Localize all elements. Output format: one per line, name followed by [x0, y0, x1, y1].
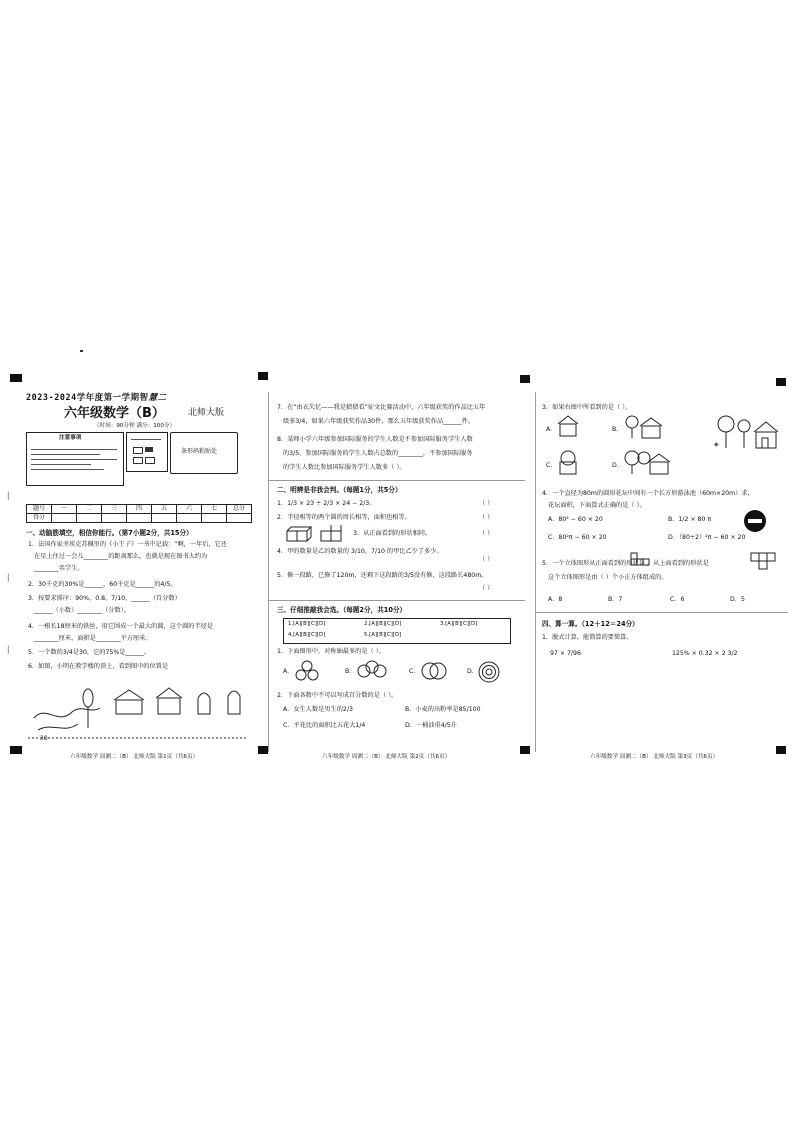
house-view-b-icon — [622, 414, 666, 440]
front-view-blocks-icon — [630, 552, 650, 566]
judge-3-paren[interactable]: （ ） — [479, 530, 494, 537]
choice-1: 1．下面图形中，对称轴最多的是（ ）。 — [277, 648, 385, 655]
score-row-label: 得分 — [27, 514, 52, 523]
choice-2-opt-c[interactable]: C．平花比的面积比五花大1/4 — [283, 722, 366, 729]
scan-speck — [80, 350, 83, 352]
registration-mark-top-mid2 — [520, 375, 530, 383]
choice-3-opt-c[interactable]: C. — [546, 462, 553, 469]
q3-line-b: ______（小数）________（分数）。 — [34, 607, 130, 614]
calc-intro: 1．脱式计算，能简算的要简算。 — [542, 634, 633, 641]
answer-cell-5[interactable]: 5.[A][B][C][D] — [364, 632, 402, 638]
barcode-label: 条形码粘贴处 — [181, 448, 218, 455]
choice-3-opt-d[interactable]: D. — [612, 462, 619, 469]
answer-sheet-box — [283, 618, 511, 644]
choice-4-opt-c[interactable]: C．80²π − 60 × 20 — [548, 534, 607, 541]
judge-4: 4．甲的数量是乙的数量的 3/10，7/10 的甲比乙少了多少。 — [277, 548, 443, 555]
olympic-circles-icon — [355, 660, 389, 682]
q1-line-a: 1．法国作家圣埃克苏佩里的《小王子》一书中记载：“啊，一年后，它还 — [28, 541, 227, 548]
answer-cell-3[interactable]: 3.[A][B][C][D] — [440, 621, 478, 627]
judge-1: 1．1/3 × 23 ÷ 2/3 × 24 − 2/3。 — [277, 500, 376, 507]
score-col-4: 四 — [127, 505, 152, 514]
score-cell[interactable] — [102, 514, 127, 523]
choice-2-opt-d[interactable]: D．一桶油重4/5升 — [405, 722, 457, 729]
judge-5-paren[interactable]: （ ） — [479, 585, 494, 592]
score-cell[interactable] — [227, 514, 252, 523]
house-view-d-icon — [622, 448, 672, 476]
registration-mark-top-mid1 — [258, 372, 268, 380]
q2: 2．30千克的30%是______，60千克是______的4/5。 — [28, 581, 177, 588]
footer-page-2: 六年级数学 周测二（B） 北师大版 第2页（共6页） — [322, 754, 451, 760]
judge-1-paren[interactable]: （ ） — [479, 500, 494, 507]
q8-line-b: 的3/5，参加国际服务的学生人数占总数的________，不参加国际服务 — [283, 450, 473, 457]
score-header-label: 题号 — [27, 505, 52, 514]
section3-title: 三、仔细推敲我会选。（每题2分，共10分） — [277, 606, 407, 614]
choice-1-opt-c[interactable]: C. — [409, 668, 416, 675]
q3-line-a: 3．按要求排序：90%、0.8、7/10、______（百分数） — [28, 595, 181, 602]
score-col-1: 一 — [52, 505, 77, 514]
score-cell[interactable] — [177, 514, 202, 523]
q7-line-a: 7．在“由衣失忆——我是猜猜看”征文比赛活动中，六年级获奖的作品比五年 — [277, 404, 486, 411]
three-circles-icon — [293, 660, 321, 682]
choice-2-opt-b[interactable]: B．小麦的出粉率是85/100 — [405, 706, 481, 713]
q4-line-a: 4．一根长18厘米的铁丝，用它围成一个最大的圆，这个圆的半径是 — [28, 623, 214, 630]
svg-text:30: 30 — [40, 735, 48, 742]
judge-5: 5．修一段路，已修了120m，还剩下这段路的3/5没有修，这段路长480m。 — [277, 572, 488, 579]
calc-2: 125% × 0.32 × 2 3/2 — [672, 650, 738, 657]
choice-5-opt-d[interactable]: D．5 — [730, 596, 745, 603]
score-col-3: 三 — [102, 505, 127, 514]
choice-2-opt-a[interactable]: A．女生人数是男生的2/3 — [283, 706, 353, 713]
campus-map-figure — [28, 674, 248, 744]
choice-1-options — [283, 660, 513, 684]
binding-margin-mark: │ — [6, 492, 11, 500]
cube-figure-1 — [285, 525, 355, 543]
score-cell[interactable] — [52, 514, 77, 523]
q8-line-c: 的学生人数比参加国际服务学生人数多（ ）。 — [283, 464, 406, 471]
edition-label: 北师大版 — [188, 408, 225, 418]
choice-3-opt-b[interactable]: B. — [612, 426, 619, 433]
footer-page-3: 六年级数学 周测二（B） 北师大版 第3页（共6页） — [590, 754, 719, 760]
score-col-2: 二 — [77, 505, 102, 514]
answer-cell-4[interactable]: 4.[A][B][C][D] — [288, 632, 326, 638]
registration-mark-top-right — [776, 378, 786, 386]
svg-text:◈: ◈ — [714, 441, 719, 448]
handwritten-tag: 慧二 — [148, 392, 167, 402]
judge-4-paren[interactable]: （ ） — [479, 556, 494, 563]
q1-line-c: ________名学生。 — [34, 565, 84, 572]
overlap-circles-icon — [419, 660, 449, 682]
answer-cell-1[interactable]: 1.[A][B][C][D] — [288, 621, 326, 627]
q6: 6．如图，小明在教学楼的顶上，看到图中的位置是 — [28, 663, 169, 670]
choice-3: 3．如果右图中所看到的是（ ）。 — [542, 404, 632, 411]
house-view-a-icon — [556, 414, 580, 438]
score-col-5: 五 — [152, 505, 177, 514]
judge-2-paren[interactable]: （ ） — [479, 514, 494, 521]
registration-mark-bottom-mid1 — [258, 746, 268, 754]
q5: 5．一个数的3/4是30，它的75%是______。 — [28, 649, 151, 656]
q1-line-b: 在星上住过一会儿________的距离那么，也就是现在图书大约为 — [34, 553, 208, 560]
top-view-blocks-icon — [750, 552, 776, 572]
score-col-7: 七 — [202, 505, 227, 514]
q4-line-b: ________厘米，面积是________平方厘米。 — [34, 635, 152, 642]
choice-3-opt-a[interactable]: A. — [546, 426, 553, 433]
subject-title: 六年级数学（B） — [64, 406, 165, 421]
exam-year-title: 2023-2024学年度第一学期智慧二 — [26, 392, 167, 402]
notice-box — [26, 432, 124, 486]
choice-5-opt-b[interactable]: B．7 — [608, 596, 623, 603]
house-reference-icon — [714, 412, 784, 452]
score-total-label: 总分 — [227, 505, 252, 514]
page-column-1 — [12, 392, 257, 752]
q7-line-b: 级多3/4，如果六年级获奖作品30件，那么五年级获奖作品______件。 — [283, 418, 475, 425]
footer-page-1: 六年级数学 周测二（B） 北师大版 第1页（共6页） — [70, 754, 199, 760]
judge-2: 2．半径相等的两个圆的周长相等，面积也相等。 — [277, 514, 411, 521]
barcode-area — [170, 432, 238, 474]
choice-5-opt-a[interactable]: A．8 — [548, 596, 563, 603]
section2-title: 二、明辨是非我会判。（每题1分，共5分） — [277, 486, 402, 494]
score-cell[interactable] — [152, 514, 177, 523]
no-entry-icon — [744, 510, 766, 532]
choice-4-opt-a[interactable]: A．80² − 60 × 20 — [548, 516, 603, 523]
registration-mark-top-left — [10, 374, 22, 382]
answer-cell-2[interactable]: 2.[A][B][C][D] — [364, 621, 402, 627]
choice-5-line-b: 这个立体图形是由（ ）个小正方体组成的。 — [548, 574, 668, 581]
score-col-6: 六 — [177, 505, 202, 514]
q8-line-a: 8．某师小学六年级参加国际服务的学生人数是不参加国际服务学生人数 — [277, 436, 473, 443]
score-table — [26, 504, 252, 523]
section4-title: 四、算一算。（12＋12＝24分） — [542, 620, 639, 628]
binding-margin-mark: │ — [6, 646, 11, 654]
score-cell[interactable] — [127, 514, 152, 523]
choice-3-options — [546, 414, 786, 478]
house-view-c-icon — [556, 450, 580, 476]
page-column-3 — [535, 392, 788, 752]
choice-1-opt-a[interactable]: A. — [283, 668, 290, 675]
choice-1-opt-d[interactable]: D. — [467, 668, 474, 675]
choice-5-opt-c[interactable]: C．6 — [670, 596, 685, 603]
choice-4-opt-b[interactable]: B．1/2 × 80 π — [668, 516, 712, 523]
choice-1-opt-b[interactable]: B. — [345, 668, 352, 675]
fill-example-box — [126, 432, 168, 472]
concentric-circles-icon — [477, 660, 501, 684]
calc-1: 97 × 7/96 — [550, 650, 581, 657]
score-cell[interactable] — [77, 514, 102, 523]
binding-margin-mark: │ — [6, 574, 11, 582]
choice-4-line-a: 4．一个直径为80m的圆形花坛中间有一个长方形游泳池（60m×20m）求， — [542, 490, 754, 497]
choice-4-line-b: 花坛面积，下面算式正确的是（ ）。 — [548, 502, 646, 509]
notice-lines — [31, 445, 117, 474]
choice-2: 2．下面各数中不可以写成百分数的是（ ）。 — [277, 692, 398, 699]
choice-4-opt-d[interactable]: D．（80÷2）²π − 60 × 20 — [668, 534, 746, 541]
notice-title: 注意事项 — [59, 435, 82, 441]
score-cell[interactable] — [202, 514, 227, 523]
exam-info: （时间：90分钟 满分：100分） — [94, 423, 176, 429]
judge-3: 3．从正面看到的形状相同。 — [353, 530, 432, 537]
page-column-2 — [268, 392, 525, 752]
choice-5-line-a: 5．一个立体图形从正面看到的形状是 ，从上面看到的形状是 — [542, 560, 709, 567]
section1-title: 一、动脑筋填空，相信你能行。（第7小题2分，共15分） — [26, 529, 193, 537]
